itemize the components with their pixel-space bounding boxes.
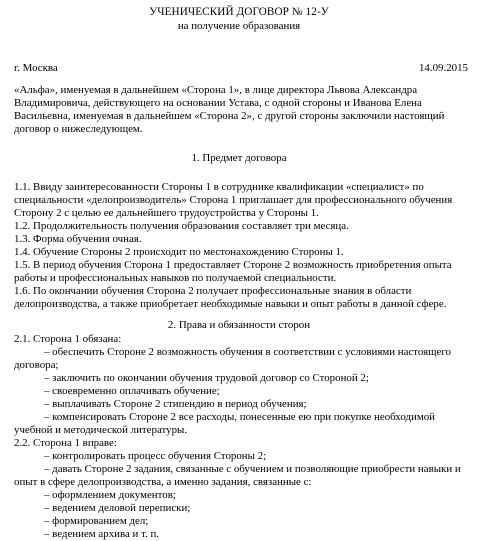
contract-place: г. Москва [14, 62, 58, 74]
clause-line: 1.3. Форма обучения очная. [14, 233, 142, 245]
clause-line: – заключить по окончании обучения трудовой договор со Стороной 2; [44, 372, 369, 384]
preamble-line: Васильевна, именуемая в дальнейшем «Сторона 2», с другой стороны заключили настоящий [14, 110, 445, 122]
section-heading: 2. Права и обязанности сторон [167, 319, 311, 331]
clause-line: 1.6. По окончании обучения Сторона 2 получает профессиональные знания в области [14, 285, 412, 297]
document-subtitle: на получение образования [177, 20, 301, 32]
preamble-line: «Альфа», именуемая в дальнейшем «Сторона 1», в лице директора Львова Александра [14, 84, 418, 96]
clause-line: – контролировать процесс обучения Стороны 2; [44, 450, 267, 462]
clause-line: 2.1. Сторона 1 обязана: [14, 333, 122, 345]
clause-line: 1.4. Обучение Стороны 2 происходит по местонахождению Стороны 1. [14, 246, 344, 258]
clause-line: работы и профессиональных навыков по получаемой специальности. [14, 272, 337, 284]
section-heading: 1. Предмет договора [191, 152, 287, 164]
clause-line: – давать Стороне 2 задания, связанные с обучением и позволяющие приобрести навыки и [44, 463, 461, 475]
clause-line: 1.5. В период обучения Сторона 1 предоставляет Стороне 2 возможность приобретения опыта [14, 259, 452, 271]
clause-line: 1.1. Ввиду заинтересованности Стороны 1 в сотруднике квалификации «специалист» по [14, 181, 424, 193]
clause-line: – выплачивать Стороне 2 стипендию в период обучения; [44, 398, 307, 410]
clause-line: учебной и методической литературы. [14, 424, 188, 436]
clause-line: договора; [14, 359, 59, 371]
clause-line: – своевременно оплачивать обучение; [44, 385, 220, 397]
clause-line: опыт в сфере делопроизводства, а именно задания, связанные с: [14, 476, 312, 488]
clause-line: – формированием дел; [44, 515, 149, 527]
clause-line: Сторону 2 с целью ее дальнейшего трудоустройства у Стороны 1. [14, 207, 319, 219]
clause-line: – оформлением документов; [44, 489, 176, 501]
clause-line: специальности «делопроизводитель» Сторона 1 приглашает для профессионального обучения [14, 194, 453, 206]
clause-line: – ведением архива и т. п. [44, 528, 160, 540]
contract-date: 14.09.2015 [418, 62, 468, 74]
clause-line: – ведением деловой переписки; [44, 502, 191, 514]
clause-line: – обеспечить Стороне 2 возможность обучения в соответствии с условиями настоящего [44, 346, 451, 358]
clause-line: – компенсировать Стороне 2 все расходы, понесенные ею при покупке необходимой [44, 411, 435, 423]
clause-line: делопроизводства, а также приобретает необходимые навыки и опыт работы в данной сфере. [14, 298, 447, 310]
preamble-line: договор о нижеследующем. [14, 123, 143, 135]
preamble-line: Владимировича, действующего на основании Устава, с одной стороны и Иванова Елена [14, 97, 422, 109]
clause-line: 2.2. Сторона 1 вправе: [14, 437, 117, 449]
document-title: УЧЕНИЧЕСКИЙ ДОГОВОР № 12-У [149, 6, 329, 18]
clause-line: 1.2. Продолжительность получения образования составляет три месяца. [14, 220, 349, 232]
